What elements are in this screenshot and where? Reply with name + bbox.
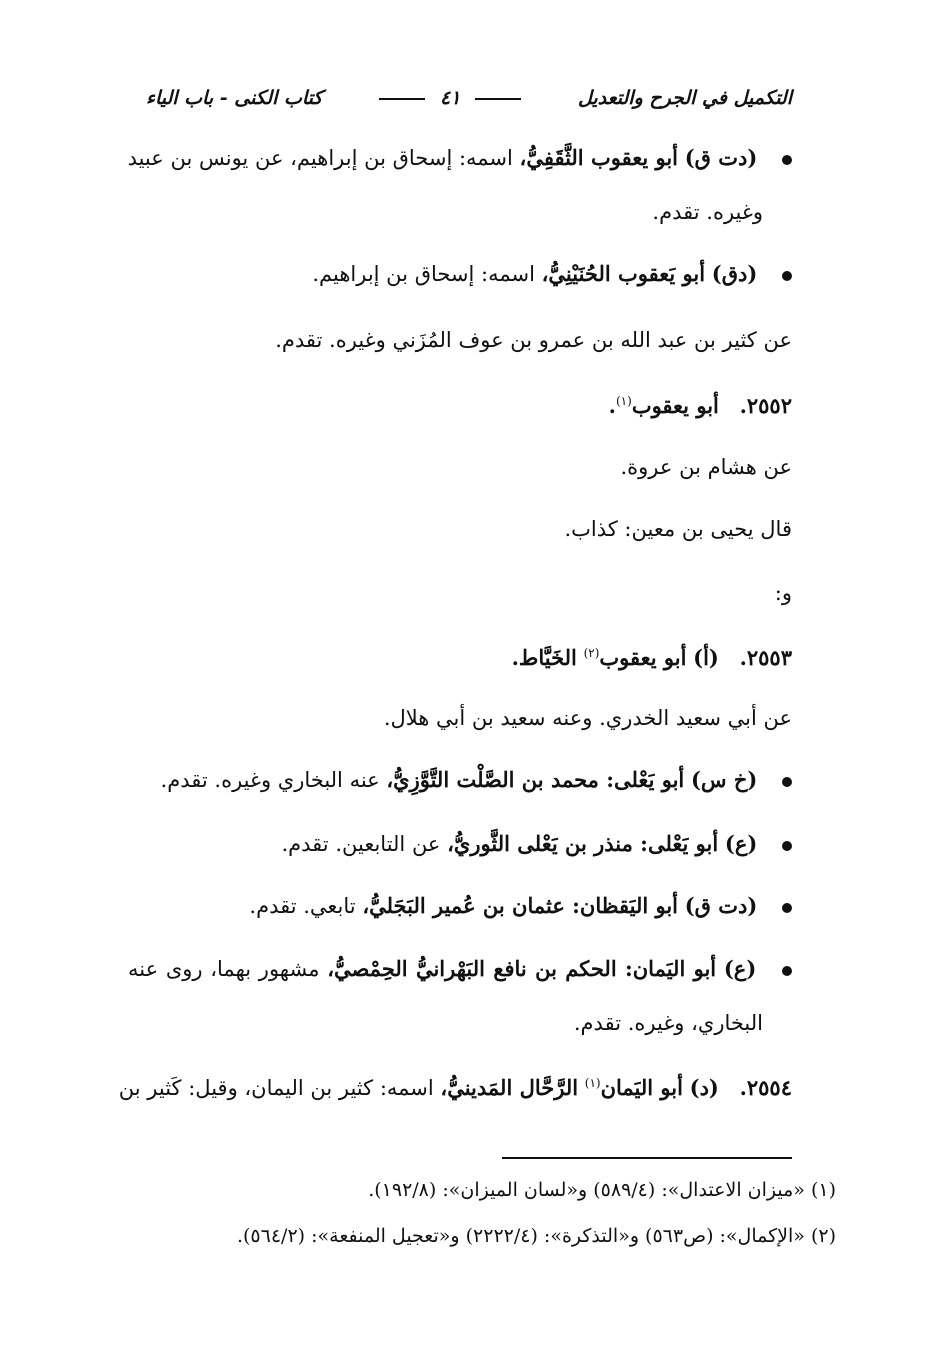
numbered-entry <box>118 1068 792 1103</box>
source-code: (ع) <box>723 956 757 981</box>
entry-number: ٢٥٥٣. <box>739 645 792 670</box>
source-code: (دت ق) <box>684 145 758 170</box>
entry-name: أبو اليَقظان: عثمان بن عُمير البَجَليُّ، <box>362 893 679 918</box>
header-dash-right <box>475 98 521 100</box>
header-dash-left <box>379 98 425 100</box>
entry-name: أبو يَعْلى: منذر بن يَعْلى الثَّوريُّ، <box>447 831 719 856</box>
bullet-entry <box>128 891 792 921</box>
source-code: (أ) <box>693 645 719 670</box>
bullet-entry <box>128 143 792 173</box>
footnote-1: (١) «ميزان الاعتدال»: (٥٨٩/٤) و«لسان الميزان»: (١٩٢/٨). <box>368 1179 836 1201</box>
source-code: (ع) <box>724 831 758 856</box>
bullet-icon <box>782 777 792 787</box>
bullet-icon <box>782 841 792 851</box>
footnote-ref: (١) <box>615 394 632 408</box>
entry-number: ٢٥٥٤. <box>739 1075 792 1100</box>
numbered-entry <box>128 638 792 673</box>
header-chapter-title: كتاب الكنى - باب الياء <box>146 87 323 109</box>
entry-name: أبو يعقوب <box>631 393 719 418</box>
footnote-ref: (٢) <box>583 646 600 660</box>
paragraph: عن أبي سعيد الخدري. وعنه سعيد بن أبي هلال. <box>383 706 792 730</box>
paragraph: عن هشام بن عروة. <box>620 455 792 479</box>
entry-continuation: البخاري، وغيره. تقدم. <box>573 1011 763 1035</box>
paragraph: عن كثير بن عبد الله بن عمرو بن عوف المُزَني وغيره. تقدم. <box>275 328 792 352</box>
entry-number: ٢٥٥٢. <box>739 393 792 418</box>
header-book-title: التكميل في الجرح والتعديل <box>577 87 792 109</box>
numbered-entry <box>128 386 792 421</box>
source-code: (د) <box>689 1075 719 1100</box>
entry-punct: . <box>608 393 616 418</box>
entry-name: أبو يعقوب <box>599 645 687 670</box>
bullet-entry <box>128 765 792 795</box>
entry-text: تابعي. تقدم. <box>249 894 356 918</box>
running-header <box>146 78 792 118</box>
entry-name: أبو يَعْلى: محمد بن الصَّلْت التَّوَّزِيُّ، <box>386 767 685 792</box>
entry-text: اسمه: إسحاق بن إبراهيم. <box>312 262 535 286</box>
source-code: (دق) <box>711 261 758 286</box>
source-code: (دت ق) <box>684 893 758 918</box>
source-code: (خ س) <box>690 767 758 792</box>
entry-text: عن التابعين. تقدم. <box>281 832 441 856</box>
bullet-entry <box>128 259 792 289</box>
entry-name: أبو اليَمان <box>600 1075 683 1100</box>
footnote-ref: (١) <box>584 1076 601 1090</box>
bullet-entry <box>128 954 792 984</box>
footnote-2: (٢) «الإكمال»: (ص٥٦٣) و«التذكرة»: (٢٢٢٢/٤) و«تعجيل المنفعة»: (٥٦٤/٢). <box>236 1225 836 1247</box>
entry-name-rest: الرَّحَّال المَدينيُّ، <box>440 1075 579 1100</box>
entry-continuation: وغيره. تقدم. <box>652 200 763 224</box>
header-page-number: ٤١ <box>439 87 461 109</box>
bullet-icon <box>782 155 792 165</box>
entry-text: اسمه: إسحاق بن إبراهيم، عن يونس بن عبيد <box>127 146 513 170</box>
bullet-entry <box>128 829 792 859</box>
entry-name: أبو يَعقوب الحُنَيْنِيُّ، <box>541 261 706 286</box>
entry-text: عنه البخاري وغيره. تقدم. <box>160 768 380 792</box>
paragraph: قال يحيى بن معين: كذاب. <box>564 517 792 541</box>
header-page-number-wrap <box>371 87 529 109</box>
bullet-icon <box>782 271 792 281</box>
entry-name-rest: الخَيَّاط. <box>511 645 577 670</box>
entry-name: أبو اليَمان: الحكم بن نافع البَهْرانيُّ الحِمْصيُّ، <box>327 956 717 981</box>
bullet-icon <box>782 966 792 976</box>
footnote-separator <box>502 1157 792 1159</box>
bullet-icon <box>782 903 792 913</box>
entry-text: اسمه: كثير بن اليمان، وقيل: كَثير بن <box>118 1076 434 1100</box>
entry-name: أبو يعقوب الثَّقَفِيُّ، <box>519 145 679 170</box>
entry-text: مشهور بهما، روى عنه <box>128 957 320 981</box>
paragraph: و: <box>774 581 792 605</box>
